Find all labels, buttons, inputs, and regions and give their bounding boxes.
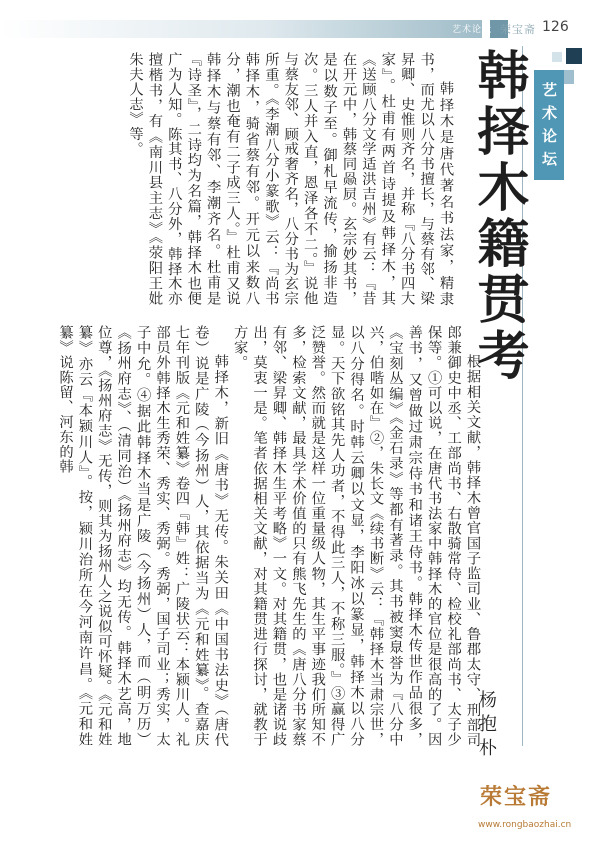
footer-brand-watermark: 荣宝斋 [480,784,553,810]
paragraph: 韩择木是唐代著名书法家，精隶书，而尤以八分书擅长，与蔡有邻、梁昇卿、史惟则齐名，并称『八分书四大家』。杜甫有两首诗提及韩择木，其《送顾八分文学适洪吉州》有云：『昔在开元中，韩蔡同赑屃。玄宗妙其书，是以数子至。御札早流传，揄扬非造次。三人并入直，恩泽各不二。』说他与蔡友邻、顾戒奢齐名，八分书为玄宗所重。《李潮八分小篆歌》云：『尚书韩择木，骑省蔡有邻。开元以来数八分，潮也奄有二子成三人。』杜甫又说韩择木与蔡有邻、李潮齐名。杜甫是『诗圣』，二诗均为名篇，韩择木也便广为人知。陈其书、八分外，韩择木亦擅楷书，有《南川县主志》《荥阳王妣朱夫人志》等。 [127,52,454,306]
column-banner-label: 艺术论坛 [540,82,558,174]
article-title: 韩择木籍贯考 [468,48,529,384]
page-number: 126 [542,19,569,35]
header-gradient [0,20,482,38]
header-section-label: 艺术论坛 [452,25,493,35]
decorative-square-dark [566,48,582,64]
footer-url: www.rongbaozhai.cn [478,820,572,830]
article-body-top [50,52,455,306]
paragraph: 根据相关文献，韩择木曾官国子监司业、鲁郡太守、刑部司郎兼御史中丞、工部尚书、右散骑常侍、检校礼部尚书、太子少保等。①可以说，在唐代书法家中韩择木的官位是很高的了。因善书，又曾做过肃宗侍书和诸王侍书。韩择木传世作品很多，《宝刻丛编》《金石录》等都有著录。其书被窦臮誉为『八分中兴，伯喈如在』②，朱长文《续书断》云：『韩择木当肃宗世，以八分得名。时韩云卿以文显，李阳冰以篆显，韩择木以八分显。天下欲铭其先人功者，不得此三人，不称三服。』③赢得广泛赞誉。然而就是这样一位重量级人物，其生平事迹我们所知不多，检索文献，最具学术价值的只有熊飞先生的《唐八分书家蔡有邻、梁昇卿、韩择木生平考略》一文。对其籍贯，也是诸说歧出，莫衷一是。笔者依据相关文献，对其籍贯进行探讨，就教于方家。 [232,325,481,747]
column-banner [534,70,564,180]
header-magazine-name: 荣宝斋 [500,23,536,36]
article-author: 杨抱朴 [476,690,497,762]
paragraph: 韩择木，新旧《唐书》无传。朱关田《中国书法史》（唐代卷）说是广陵（今扬州）人，其依据当为《元和姓纂》。查嘉庆七年刊版《元和姓纂》卷四『韩』姓：广陵状云：本颍川人。礼部员外韩择木生秀荣、秀实、秀弼。秀弼，国子司业；秀实，太子中允。④据此韩择木当是广陵（今扬州）人，而（明万历）《扬州府志》、（清同治）《扬州府志》均无传。韩择木艺高，地位尊，《扬州府志》无传，则其为扬州人之说似可怀疑。《元和姓纂》亦云『本颍川人』。按，颍川治所在今河南许昌。《元和姓纂》说陈留、河东的韩 [57,325,229,747]
decorative-square-pale [552,52,562,62]
article-body-bottom [50,325,482,747]
